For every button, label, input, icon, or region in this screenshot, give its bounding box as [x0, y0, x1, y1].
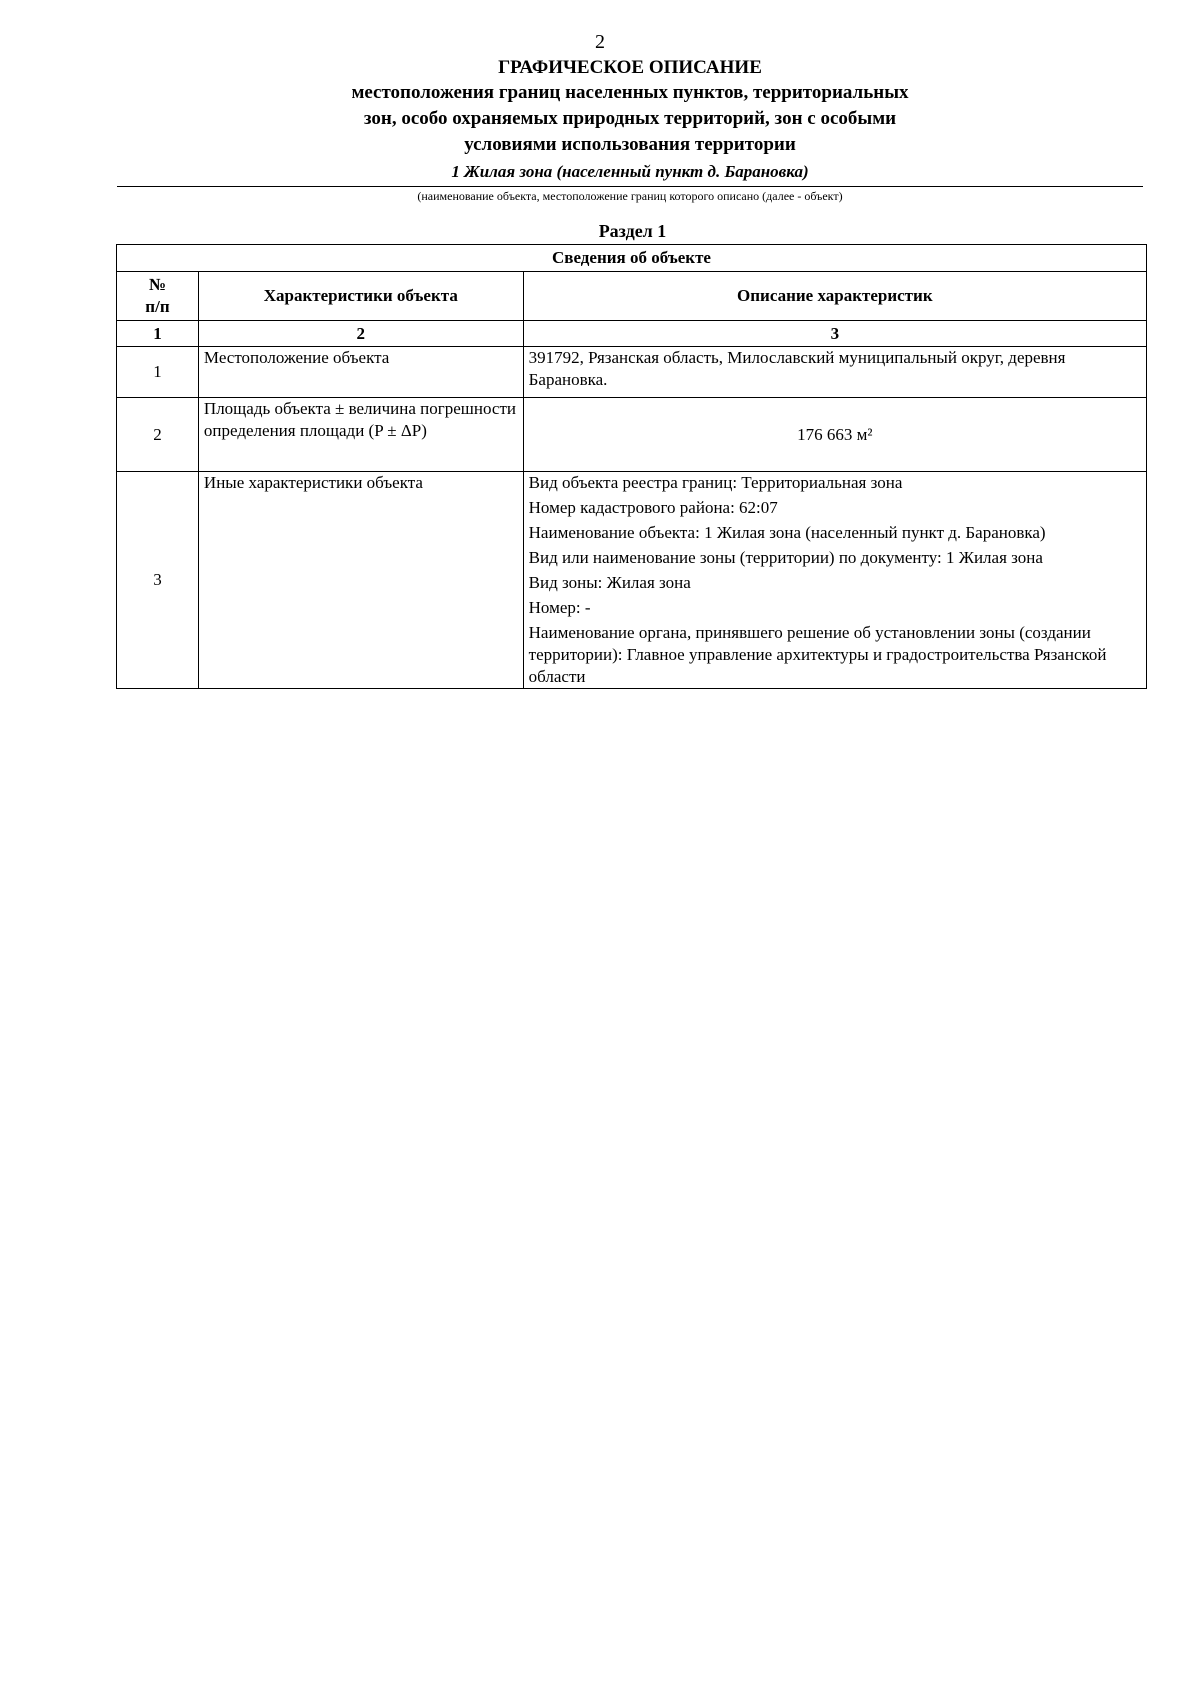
table-row [117, 472, 1147, 689]
document-title: ГРАФИЧЕСКОЕ ОПИСАНИЕ [498, 57, 762, 78]
description-line: Номер кадастрового района: 62:07 [528, 498, 778, 517]
table-caption: Сведения об объекте [117, 245, 1147, 272]
document-subtitle-line: условиями использования территории [464, 134, 796, 155]
description-line: Номер: - [528, 598, 591, 617]
column-number: 2 [198, 321, 523, 347]
row-description: 391792, Рязанская область, Милославский муниципальный округ, деревня Барановка. [523, 347, 1146, 398]
document-subtitle-line: местоположения границ населенных пунктов, территориальных [351, 82, 909, 103]
column-number-row [117, 321, 1147, 347]
table-row [117, 347, 1147, 398]
row-description: 176 663 м² [523, 398, 1146, 472]
object-name: 1 Жилая зона (населенный пункт д. Барановка) [117, 160, 1143, 187]
row-description [523, 472, 1146, 689]
description-line: Вид зоны: Жилая зона [528, 573, 691, 592]
page-number: 2 [595, 31, 605, 53]
row-number: 2 [117, 398, 199, 472]
row-characteristic: Площадь объекта ± величина погрешности определения площади (P ± ΔP) [198, 398, 523, 472]
description-line: Наименование органа, принявшего решение об установлении зоны (создании территории): Главное управление архитектуры и градостроительства Рязанской области [528, 623, 1107, 686]
object-info-table [116, 244, 1147, 689]
column-number: 3 [523, 321, 1146, 347]
table-caption-row [117, 245, 1147, 272]
column-header-num: № п/п [117, 272, 199, 321]
object-name-caption: (наименование объекта, местоположение границ которого описано (далее - объект) [417, 189, 843, 203]
row-characteristic: Местоположение объекта [198, 347, 523, 398]
description-line: Вид объекта реестра границ: Территориальная зона [528, 473, 903, 492]
table-row [117, 398, 1147, 472]
table-header-row [117, 272, 1147, 321]
row-number: 3 [117, 472, 199, 689]
document-subtitle-line: зон, особо охраняемых природных территорий, зон с особыми [363, 108, 897, 129]
column-header-description: Описание характеристик [523, 272, 1146, 321]
row-number: 1 [117, 347, 199, 398]
column-header-characteristic: Характеристики объекта [198, 272, 523, 321]
description-line: Наименование объекта: 1 Жилая зона (населенный пункт д. Барановка) [528, 523, 1046, 542]
document-header [117, 56, 1143, 204]
row-characteristic: Иные характеристики объекта [198, 472, 523, 689]
column-number: 1 [117, 321, 199, 347]
description-line: Вид или наименование зоны (территории) по документу: 1 Жилая зона [528, 548, 1043, 567]
section-title: Раздел 1 [598, 221, 667, 241]
